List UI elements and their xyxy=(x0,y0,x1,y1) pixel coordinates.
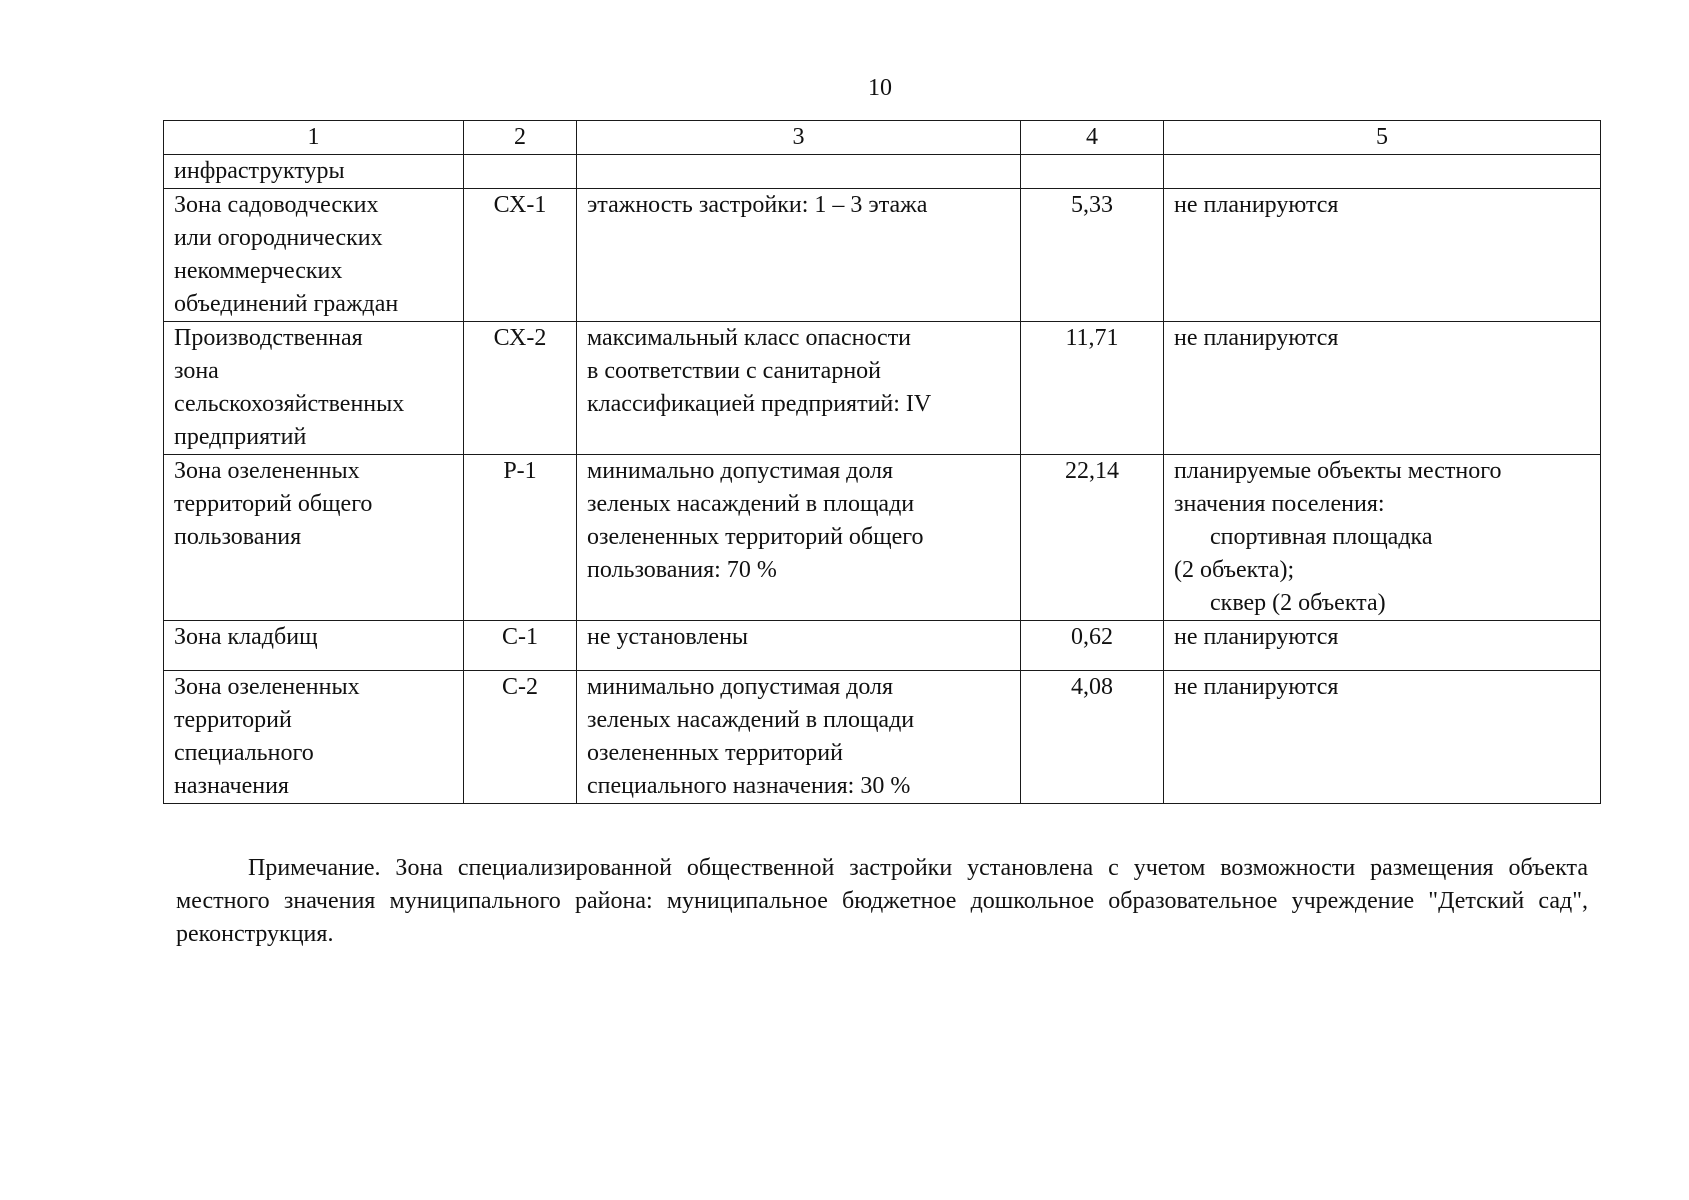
table-row xyxy=(164,621,1601,671)
column-header-5: 5 xyxy=(1164,121,1601,155)
column-header-1: 1 xyxy=(164,121,464,155)
table-row xyxy=(164,189,1601,322)
parameters-cell: максимальный класс опасности в соответствии с санитарной классификацией предприятий: IV xyxy=(577,322,1021,455)
parameters-cell: не установлены xyxy=(577,621,1021,671)
planned-objects-cell: не планируются xyxy=(1164,671,1601,804)
column-header-2: 2 xyxy=(464,121,577,155)
area-cell xyxy=(1021,155,1164,189)
planned-objects-cell: не планируются xyxy=(1164,189,1601,322)
area-cell: 22,14 xyxy=(1021,455,1164,621)
parameters-cell: минимально допустимая доля зеленых насаждений в площади озелененных территорий общего пользования: 70 % xyxy=(577,455,1021,621)
parameters-cell: минимально допустимая доля зеленых насаждений в площади озелененных территорий специального назначения: 30 % xyxy=(577,671,1021,804)
zone-name-cell: Зона кладбищ xyxy=(164,621,464,671)
zones-table xyxy=(163,120,1601,804)
zone-code-cell: С-1 xyxy=(464,621,577,671)
planned-objects-line: планируемые объекты местного xyxy=(1174,458,1502,484)
planned-objects-line: сквер (2 объекта) xyxy=(1210,590,1386,616)
planned-objects-cell: не планируются xyxy=(1164,621,1601,671)
page-number: 10 xyxy=(868,75,892,101)
parameters-cell: этажность застройки: 1 – 3 этажа xyxy=(577,189,1021,322)
zone-name-cell: Зона озелененных территорий общего пользования xyxy=(164,455,464,621)
table-row xyxy=(164,155,1601,189)
footnote-paragraph: Примечание. Зона специализированной общественной застройки установлена с учетом возможности размещения объекта местного значения муниципального района: муниципальное бюджетное дошкольное образовательное учреждение "Детский сад", реконструкция. xyxy=(176,855,1588,947)
planned-objects-cell: не планируются xyxy=(1164,322,1601,455)
zone-name-cell: Зона озелененных территорий специального назначения xyxy=(164,671,464,804)
planned-objects-line: спортивная площадка xyxy=(1210,524,1433,550)
column-header-4: 4 xyxy=(1021,121,1164,155)
zone-code-cell: Р-1 xyxy=(464,455,577,621)
zone-code-cell: С-2 xyxy=(464,671,577,804)
zone-name-cell: инфраструктуры xyxy=(164,155,464,189)
table-row xyxy=(164,455,1601,621)
area-cell: 0,62 xyxy=(1021,621,1164,671)
zone-code-cell: СХ-2 xyxy=(464,322,577,455)
table-header-row xyxy=(164,121,1601,155)
planned-objects-cell xyxy=(1164,155,1601,189)
area-cell: 5,33 xyxy=(1021,189,1164,322)
planned-objects-line: (2 объекта); xyxy=(1174,557,1295,583)
parameters-cell xyxy=(577,155,1021,189)
table-row xyxy=(164,671,1601,804)
table-row xyxy=(164,322,1601,455)
planned-objects-cell xyxy=(1164,455,1601,621)
area-cell: 4,08 xyxy=(1021,671,1164,804)
area-cell: 11,71 xyxy=(1021,322,1164,455)
zone-name-cell: Производственная зона сельскохозяйственных предприятий xyxy=(164,322,464,455)
zone-name-cell: Зона садоводческих или огороднических некоммерческих объединений граждан xyxy=(164,189,464,322)
zone-code-cell xyxy=(464,155,577,189)
column-header-3: 3 xyxy=(577,121,1021,155)
planned-objects-line: значения поселения: xyxy=(1174,491,1385,517)
zone-code-cell: СХ-1 xyxy=(464,189,577,322)
